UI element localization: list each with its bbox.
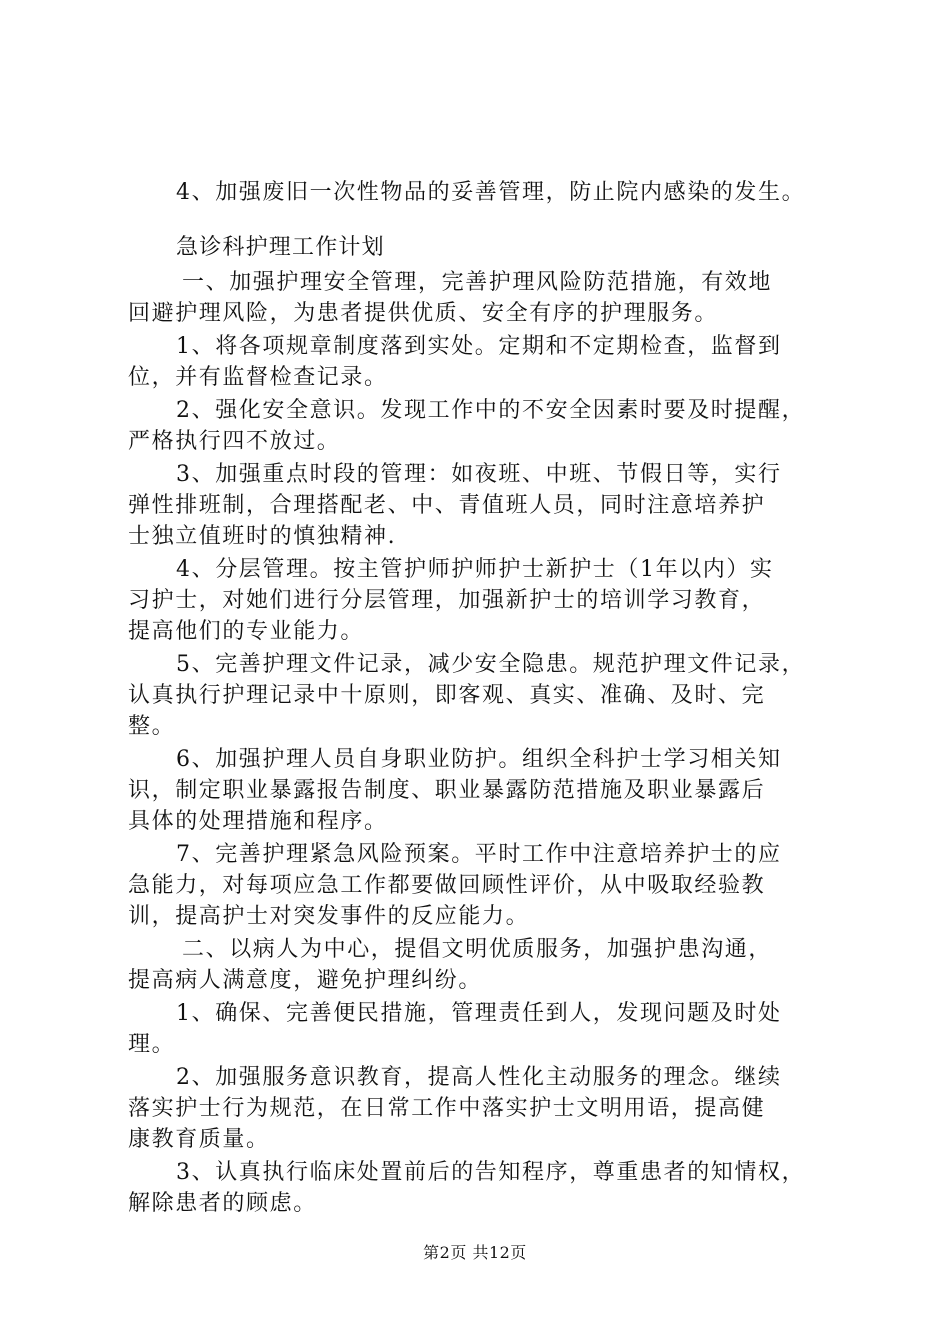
item-b3-cont: 解除患者的顾虑。 xyxy=(128,1191,317,1216)
item-7-cont-2: 训，提高护士对突发事件的反应能力。 xyxy=(128,904,530,929)
item-5-cont-1: 认真执行护理记录中十原则，即客观、真实、准确、及时、完 xyxy=(128,683,766,708)
item-4-cont-2: 提高他们的专业能力。 xyxy=(128,619,365,644)
item-7: 7、完善护理紧急风险预案。平时工作中注意培养护士的应 xyxy=(176,842,782,867)
page-number-footer: 第2页 共12页 xyxy=(423,1243,527,1262)
item-b2-cont-1: 落实护士行为规范，在日常工作中落实护士文明用语，提高健 xyxy=(128,1096,766,1121)
item-6-cont-2: 具体的处理措施和程序。 xyxy=(128,809,388,834)
item-7-cont-1: 急能力，对每项应急工作都要做回顾性评价，从中吸取经验教 xyxy=(128,873,766,898)
item-3: 3、加强重点时段的管理：如夜班、中班、节假日等，实行 xyxy=(176,462,782,487)
heading-one: 一、加强护理安全管理，完善护理风险防范措施，有效地 xyxy=(182,270,773,295)
item-2-cont: 严格执行四不放过。 xyxy=(128,429,341,454)
heading-one-cont: 回避护理风险，为患者提供优质、安全有序的护理服务。 xyxy=(128,301,719,326)
heading-two: 二、以病人为中心，提倡文明优质服务，加强护患沟通， xyxy=(182,937,773,962)
item-1-cont: 位，并有监督检查记录。 xyxy=(128,365,388,390)
item-1: 1、将各项规章制度落到实处。定期和不定期检查，监督到 xyxy=(176,334,782,359)
paragraph-item-4-waste: 4、加强废旧一次性物品的妥善管理，防止院内感染的发生。 xyxy=(176,180,806,205)
item-3-cont-1: 弹性排班制，合理搭配老、中、青值班人员，同时注意培养护 xyxy=(128,493,766,518)
item-6: 6、加强护理人员自身职业防护。组织全科护士学习相关知 xyxy=(176,747,782,772)
heading-two-cont: 提高病人满意度，避免护理纠纷。 xyxy=(128,968,483,993)
item-b2-cont-2: 康教育质量。 xyxy=(128,1127,270,1152)
item-b3: 3、认真执行临床处置前后的告知程序，尊重患者的知情权， xyxy=(176,1160,806,1185)
item-5-cont-2: 整。 xyxy=(128,714,176,739)
item-2: 2、强化安全意识。发现工作中的不安全因素时要及时提醒， xyxy=(176,398,806,423)
item-6-cont-1: 识，制定职业暴露报告制度、职业暴露防范措施及职业暴露后 xyxy=(128,778,766,803)
item-b1-cont: 理。 xyxy=(128,1032,176,1057)
item-3-cont-2: 士独立值班时的慎独精神. xyxy=(128,524,397,549)
item-4: 4、分层管理。按主管护师护师护士新护士（1年以内）实 xyxy=(176,557,774,582)
item-b2: 2、加强服务意识教育，提高人性化主动服务的理念。继续 xyxy=(176,1065,782,1090)
item-5: 5、完善护理文件记录，减少安全隐患。规范护理文件记录， xyxy=(176,652,806,677)
section-title: 急诊科护理工作计划 xyxy=(176,235,385,260)
item-b1: 1、确保、完善便民措施，管理责任到人，发现问题及时处 xyxy=(176,1001,782,1026)
item-4-cont-1: 习护士，对她们进行分层管理，加强新护士的培训学习教育， xyxy=(128,588,766,613)
